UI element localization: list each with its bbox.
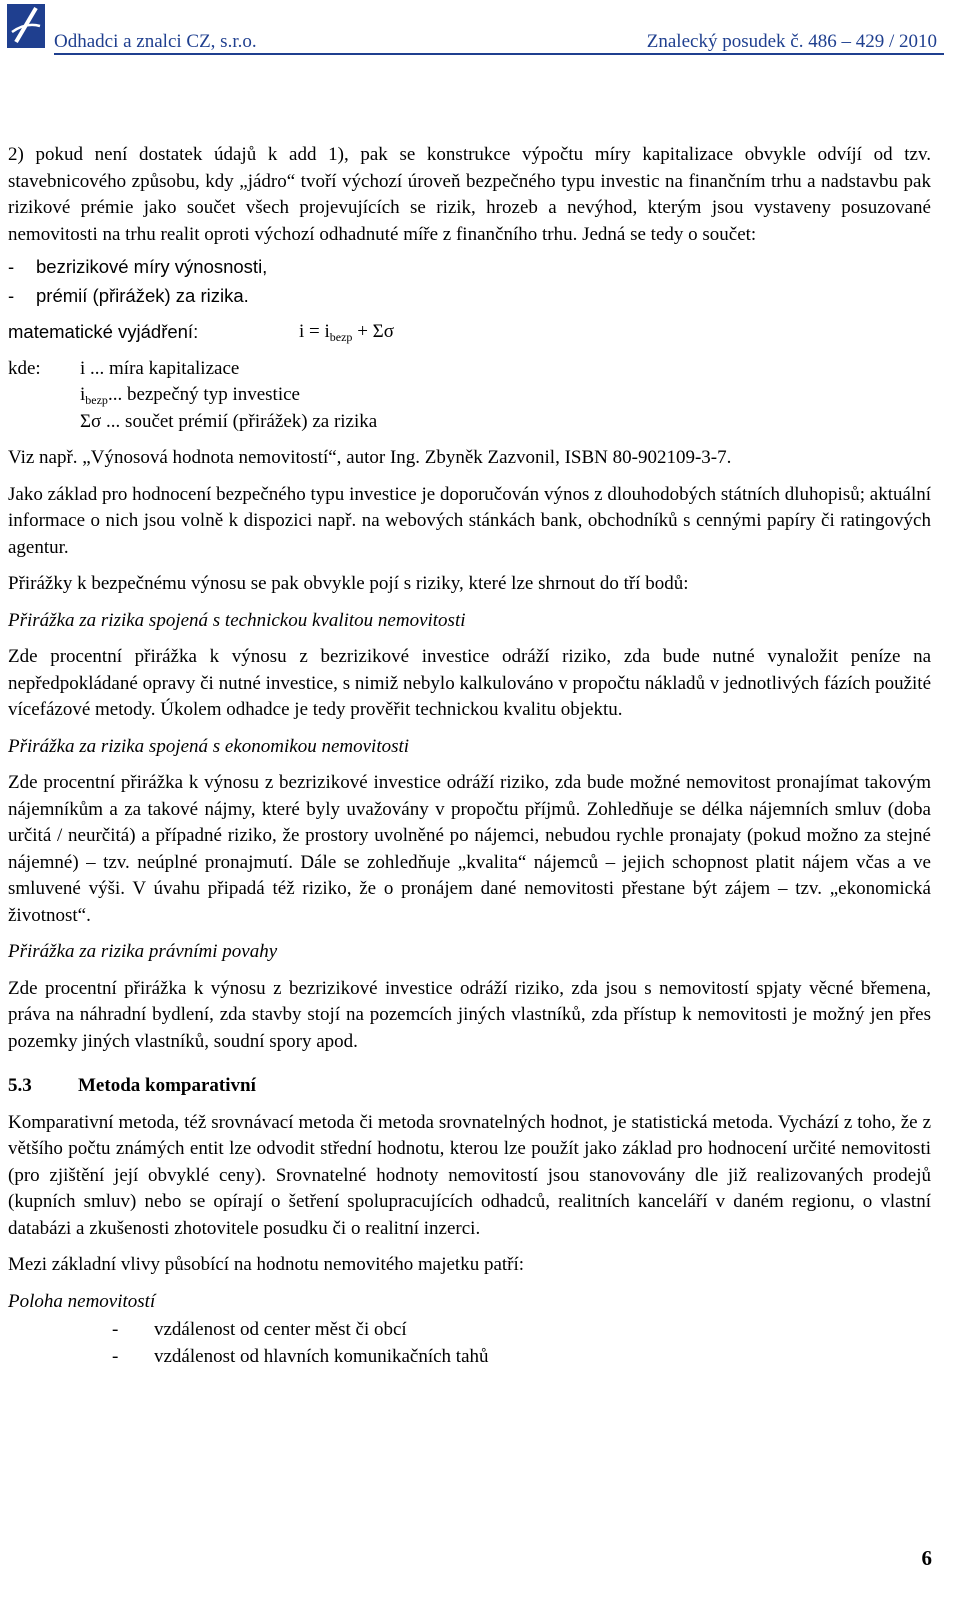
paragraph-surcharges: Přirážky k bezpečnému výnosu se pak obvykle pojí s riziky, které lze shrnout do tří bodů: xyxy=(8,573,689,594)
formula-row xyxy=(8,319,931,346)
reference: Viz např. „Výnosová hodnota nemovitostí“, autor Ing. Zbyněk Zazvonil, ISBN 80-902109-3-7. xyxy=(8,447,732,468)
paragraph-influences: Mezi základní vlivy působící na hodnotu nemovitého majetku patří: xyxy=(8,1254,525,1275)
list-item: - vzdálenost od center měst či obcí xyxy=(112,1319,407,1340)
kde-label: kde: xyxy=(8,357,41,379)
list-item: - vzdálenost od hlavních komunikačních tahů xyxy=(112,1345,489,1367)
paragraph-technical: Zde procentní přirážka k výnosu z bezrizikové investice odráží riziko, zda bude nutné vynaložit peníze na nepředpokládané opravy či nutné investice, s nimiž nebylo kalkulováno v propočtu nákladů v jednotlivých fázích použité vícefázové metody. Úkolem odhadce je tedy prověřit technickou kvalitu objektu. xyxy=(8,646,931,720)
definition-row: Σσ ... součet prémií (přirážek) za rizika xyxy=(80,410,378,432)
paragraph-legal: Zde procentní přirážka k výnosu z bezrizikové investice odráží riziko, zda jsou s nemovitostí spjaty věcné břemena, práva na náhradní bydlení, zda stavby stojí na pozemcích jiných vlastníků, zda přístup k nemovitosti je možný jen přes pozemky jiných vlastníků, soudní spory apod. xyxy=(8,977,931,1052)
paragraph-base: Jako základ pro hodnocení bezpečného typu investice je doporučován výnos z dlouhodobých státních dluhopisů; aktuální informace o nich jsou volně k dispozici např. na webových stánkách bank, obchodníků s cennými papíry či ratingových agentur. xyxy=(8,483,931,558)
subheading-technical: Přirážka za rizika spojená s technickou kvalitou nemovitosti xyxy=(8,609,466,631)
formula: $i = i_{bezp} + \Sigma\sigma$ xyxy=(299,321,394,344)
section-title: Metoda komparativní xyxy=(78,1075,256,1096)
subheading-legal: Přirážka za rizika právními povahy xyxy=(8,941,278,962)
paragraph-intro: 2) pokud není dostatek údajů k add 1), pak se konstrukce výpočtu míry kapitalizace obvykle odvíjí od tzv. stavebnicového způsobu, kdy „jádro“ tvoří výchozí úroveň bezpečného typu investic na finančním trhu a nadstavbu pak rizikové prémie jako součet všech projevujících se rizik, hrozeb a nevýhod, kterým jsou vystaveny posuzované nemovitosti na trhu realit oproti výchozí odhadnuté míře z finančního trhu. Jedná se tedy o součet: xyxy=(8,144,931,245)
company-logo-icon xyxy=(6,2,46,50)
paragraph-comparative: Komparativní metoda, též srovnávací metoda či metoda srovnatelných hodnot, je statistická metoda. Vychází z toho, že z většího počtu známých entit lze odvodit střední hodnotu, kterou lze použít jako základ pro hodnocení určité nemovitosti (pro zjištění její obvyklé ceny). Srovnatelné hodnoty nemovitostí jsou stanovovány dle již realizovaných prodejů (kupních smluv) nebo se opírají o šetření spolupracujících odhadců, realitních kanceláří v daném regionu, o vlastní databázi a zkušenosti zhotovitele posudku či o realitní inzerci. xyxy=(8,1111,931,1239)
header-report-number: Znalecký posudek č. 486 – 429 / 2010 xyxy=(646,31,937,52)
subheading-economic: Přirážka za rizika spojená s ekonomikou nemovitosti xyxy=(8,735,410,757)
paragraph-economic: Zde procentní přirážka k výnosu z bezrizikové investice odráží riziko, zda bude možné nemovitost pronajímat takovým nájemníkům a za takové nájmy, které byly uvažovány v propočtu příjmů. Zohledňuje se délka nájemních smluv (doba určitá / neurčitá) a případné riziko, že prostory uvolněné po nájemci, nebudou rychle pronajaty (pokud možno za stejné nájemné) – tzv. neúplné pronajmutí. Dále se zohledňuje „kvalita“ nájemců – jejich schopnost platit nájem včas a ve smluvené výši. V úvahu připadá též riziko, že o pronájem dané nemovitosti přestane být zájem – tzv. „ekonomická životnost“. xyxy=(8,772,931,926)
subheading-location: Poloha nemovitostí xyxy=(8,1290,156,1312)
definition-row: kde: i ... míra kapitalizace xyxy=(8,357,240,379)
page-header xyxy=(0,0,960,58)
definition-row: $i_{bezp}$... bezpečný typ investice xyxy=(80,384,300,407)
formula-label: matematické vyjádření: xyxy=(8,321,199,342)
list-item: - prémií (přirážek) za rizika. xyxy=(8,284,249,306)
section-heading xyxy=(8,1073,931,1100)
list-item: - bezrizikové míry výnosnosti, xyxy=(8,256,268,277)
header-company: Odhadci a znalci CZ, s.r.o. xyxy=(54,31,257,52)
header-divider xyxy=(54,53,944,55)
document-body xyxy=(8,142,931,1370)
section-number: 5.3 xyxy=(8,1075,32,1096)
page-number: 6 xyxy=(921,1546,932,1570)
